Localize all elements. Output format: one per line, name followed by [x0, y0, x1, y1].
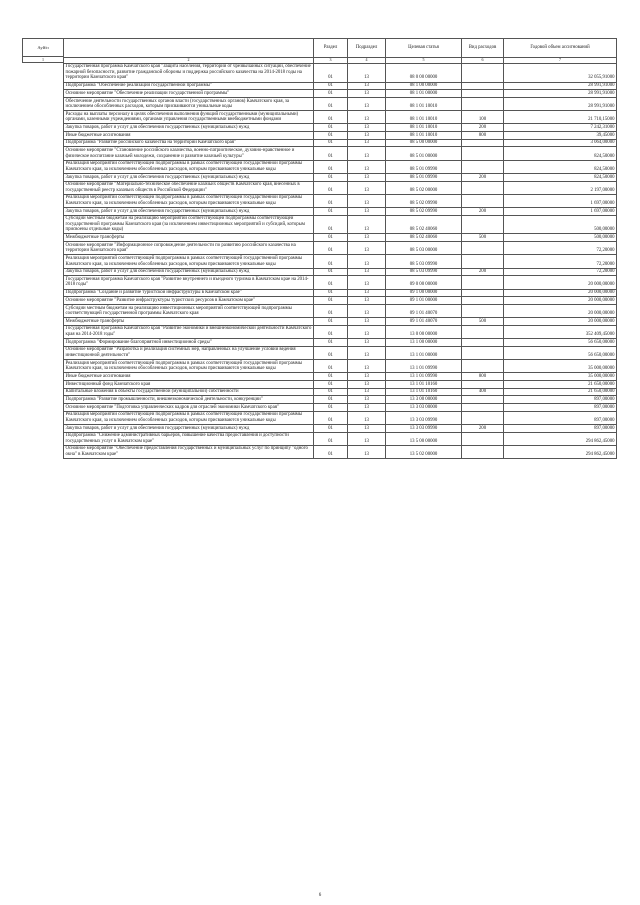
row-razdel-cell: 01	[314, 139, 348, 147]
row-name-cell: Иные бюджетные ассигнования	[64, 373, 314, 381]
table-row	[64, 404, 617, 412]
row-expense-type-cell: 200	[462, 424, 504, 432]
row-razdel-cell: 01	[314, 297, 348, 305]
row-name-cell: Основное мероприятие "Разработка и реализация системных мер, направленных на улучшение условий ведения инвестиционной деятельности"	[64, 346, 314, 359]
row-name-cell: Основное мероприятие "Становление российского казачества, военно-патриотическое, духовно-нравственное и физическое воспитание казачьей молодежи, сохранение и развитие казачьей культуры"	[64, 147, 314, 160]
row-target-article-cell: 08 1 01 10010	[386, 132, 462, 140]
row-amount-cell: 3 064,00000	[504, 139, 617, 147]
row-podrazdel-cell: 13	[348, 242, 386, 255]
row-podrazdel-cell: 13	[348, 255, 386, 268]
row-amount-cell: 56 650,00000	[504, 339, 617, 347]
table-header-row	[64, 39, 617, 58]
row-podrazdel-cell: 13	[348, 132, 386, 140]
row-target-article-cell: 08 5 02 09990	[386, 208, 462, 216]
colnum: 3	[314, 58, 348, 64]
row-number-column	[22, 38, 63, 63]
table-row	[64, 268, 617, 276]
header-razdel: Раздел	[314, 39, 348, 58]
row-razdel-cell: 01	[314, 289, 348, 297]
row-target-article-cell: 09 1 01 40070	[386, 318, 462, 326]
row-podrazdel-cell: 13	[348, 82, 386, 90]
row-razdel-cell: 01	[314, 404, 348, 412]
colnum: 5	[386, 58, 462, 64]
row-amount-cell: 72,20000	[504, 268, 617, 276]
row-podrazdel-cell: 13	[348, 194, 386, 207]
row-target-article-cell: 08 5 01 09990	[386, 160, 462, 173]
row-expense-type-cell	[462, 325, 504, 338]
row-name-cell: Основное мероприятие "Информационное сопровождение деятельности по развитию российского казачества на территории Камчатского края"	[64, 242, 314, 255]
table-row	[64, 346, 617, 359]
row-target-article-cell: 08 5 03 09990	[386, 255, 462, 268]
row-podrazdel-cell: 13	[348, 173, 386, 181]
row-name-cell: Закупка товаров, работ и услуг для обеспечения государственных (муниципальных) нужд	[64, 268, 314, 276]
row-expense-type-cell: 200	[462, 124, 504, 132]
row-amount-cell: 500,00000	[504, 215, 617, 234]
row-razdel-cell: 01	[314, 124, 348, 132]
row-amount-cell: 352 409,45000	[504, 325, 617, 338]
row-podrazdel-cell: 13	[348, 380, 386, 388]
row-name-cell: Государственная программа Камчатского края "Развитие экономики и внешнеэкономической деятельности Камчатского края на 2014-2018 годы"	[64, 325, 314, 338]
table-row	[64, 139, 617, 147]
row-amount-cell: 35 000,00000	[504, 360, 617, 373]
row-target-article-cell: 08 1 00 00000	[386, 82, 462, 90]
row-amount-cell: 1 697,00000	[504, 208, 617, 216]
row-target-article-cell: 13 0 00 00000	[386, 325, 462, 338]
row-razdel-cell: 01	[314, 132, 348, 140]
row-razdel-cell: 01	[314, 360, 348, 373]
row-razdel-cell: 01	[314, 194, 348, 207]
row-amount-cell: 28 991,91000	[504, 82, 617, 90]
row-podrazdel-cell: 13	[348, 360, 386, 373]
row-name-cell: Реализация мероприятий соответствующей подпрограммы в рамках соответствующей государственной программы Камчатского края, за исключением обособленных расходов, которым присваиваются уникальные коды	[64, 160, 314, 173]
header-name	[64, 39, 314, 58]
row-amount-cell: 21 710,15000	[504, 111, 617, 124]
row-target-article-cell: 13 1 01 10160	[386, 388, 462, 396]
row-amount-cell: 21 650,00000	[504, 388, 617, 396]
row-amount-cell: 897,00000	[504, 396, 617, 404]
row-razdel-cell: 01	[314, 276, 348, 289]
budget-table	[63, 38, 617, 459]
row-target-article-cell: 13 3 03 00000	[386, 404, 462, 412]
row-expense-type-cell	[462, 289, 504, 297]
row-expense-type-cell: 500	[462, 318, 504, 326]
header-target-article: Целевая статья	[386, 39, 462, 58]
row-expense-type-cell	[462, 255, 504, 268]
row-razdel-cell: 01	[314, 380, 348, 388]
row-expense-type-cell	[462, 181, 504, 194]
row-expense-type-cell	[462, 297, 504, 305]
row-amount-cell: 72,20000	[504, 242, 617, 255]
row-podrazdel-cell: 13	[348, 424, 386, 432]
row-razdel-cell: 01	[314, 242, 348, 255]
row-name-cell: Закупка товаров, работ и услуг для обеспечения государственных (муниципальных) нужд	[64, 173, 314, 181]
table-row	[64, 360, 617, 373]
row-amount-cell: 20 000,00000	[504, 304, 617, 317]
row-name-cell: Подпрограмма "Обеспечение реализации государственной программы"	[64, 82, 314, 90]
table-row	[64, 147, 617, 160]
row-target-article-cell: 13 1 00 00000	[386, 339, 462, 347]
row-podrazdel-cell: 13	[348, 160, 386, 173]
row-podrazdel-cell: 13	[348, 339, 386, 347]
row-name-cell: Закупка товаров, работ и услуг для обеспечения государственных (муниципальных) нужд	[64, 124, 314, 132]
row-target-article-cell: 08 5 02 40060	[386, 234, 462, 242]
row-razdel-cell: 01	[314, 318, 348, 326]
row-podrazdel-cell: 13	[348, 90, 386, 98]
row-razdel-cell: 01	[314, 181, 348, 194]
row-expense-type-cell	[462, 63, 504, 82]
row-expense-type-cell	[462, 160, 504, 173]
row-razdel-cell: 01	[314, 325, 348, 338]
row-expense-type-cell	[462, 139, 504, 147]
row-target-article-cell: 09 0 00 00000	[386, 276, 462, 289]
row-podrazdel-cell: 13	[348, 111, 386, 124]
row-amount-cell: 294 862,45000	[504, 432, 617, 445]
header-expense-type: Вид расходов	[462, 39, 504, 58]
row-name-cell: Закупка товаров, работ и услуг для обеспечения государственных (муниципальных) нужд	[64, 208, 314, 216]
table-row	[64, 318, 617, 326]
table-row	[64, 411, 617, 424]
row-razdel-cell: 01	[314, 63, 348, 82]
row-razdel-cell: 01	[314, 304, 348, 317]
row-expense-type-cell	[462, 304, 504, 317]
table-row	[64, 289, 617, 297]
row-razdel-cell: 01	[314, 346, 348, 359]
row-podrazdel-cell: 13	[348, 411, 386, 424]
row-amount-cell: 897,00000	[504, 404, 617, 412]
table-row	[64, 63, 617, 82]
row-name-cell: Основное мероприятие "Обеспечение реализации государственной программы"	[64, 90, 314, 98]
row-name-cell: Субсидии местным бюджетам на реализацию инвестиционных мероприятий соответствующей подпрограммы соответствующей государственной программы Камчатского края	[64, 304, 314, 317]
row-amount-cell: 897,00000	[504, 424, 617, 432]
row-name-cell: Капитальные вложения в объекты государственной (муниципальной) собственности	[64, 388, 314, 396]
row-target-article-cell: 13 1 01 00000	[386, 346, 462, 359]
row-expense-type-cell	[462, 396, 504, 404]
row-amount-cell: 28 991,91000	[504, 97, 617, 110]
row-razdel-cell: 01	[314, 373, 348, 381]
row-amount-cell: 39,45000	[504, 132, 617, 140]
row-amount-cell: 20 000,00000	[504, 318, 617, 326]
row-expense-type-cell	[462, 97, 504, 110]
row-target-article-cell: 08 1 01 10010	[386, 111, 462, 124]
row-number-header: Ауй/п	[22, 38, 63, 57]
row-name-cell: Государственная программа Камчатского края "Развитие внутреннего и въездного туризма в Камчатском крае на 2014-2018 годы"	[64, 276, 314, 289]
table-row	[64, 82, 617, 90]
row-podrazdel-cell: 13	[348, 432, 386, 445]
table-row	[64, 215, 617, 234]
row-amount-cell: 500,00000	[504, 234, 617, 242]
row-razdel-cell: 01	[314, 339, 348, 347]
row-name-cell: Государственная программа Камчатского края "Защита населения, территорий от чрезвычайных ситуаций, обеспечение пожарной безопасности, развитие гражданской обороны и поддержка российского казачества на 2014-2018 годы на территории Камчатского края"	[64, 63, 314, 82]
row-podrazdel-cell: 13	[348, 276, 386, 289]
row-razdel-cell: 01	[314, 388, 348, 396]
row-podrazdel-cell: 13	[348, 388, 386, 396]
row-razdel-cell: 01	[314, 147, 348, 160]
row-target-article-cell: 08 1 01 00000	[386, 90, 462, 98]
header-annual-amount: Годовой объем ассигнований	[504, 39, 617, 58]
row-expense-type-cell	[462, 339, 504, 347]
row-podrazdel-cell: 13	[348, 147, 386, 160]
table-row	[64, 432, 617, 445]
table-row	[64, 181, 617, 194]
row-target-article-cell: 08 5 02 40060	[386, 215, 462, 234]
row-razdel-cell: 01	[314, 445, 348, 458]
row-expense-type-cell	[462, 242, 504, 255]
row-amount-cell: 32 055,91000	[504, 63, 617, 82]
row-amount-cell: 824,50000	[504, 160, 617, 173]
row-target-article-cell: 09 1 01 40070	[386, 304, 462, 317]
row-name-cell: Подпрограмма "Формирование благоприятной инвестиционной среды"	[64, 339, 314, 347]
row-name-cell: Реализация мероприятий соответствующей подпрограммы в рамках соответствующей государственной программы Камчатского края, за исключением обособленных расходов, которым присваиваются уникальные коды	[64, 255, 314, 268]
table-row	[64, 111, 617, 124]
table-row	[64, 255, 617, 268]
table-body	[64, 63, 617, 458]
table-row	[64, 234, 617, 242]
row-expense-type-cell	[462, 411, 504, 424]
row-podrazdel-cell: 13	[348, 234, 386, 242]
row-target-article-cell: 13 5 00 00000	[386, 432, 462, 445]
row-razdel-cell: 01	[314, 255, 348, 268]
row-expense-type-cell	[462, 404, 504, 412]
row-podrazdel-cell: 13	[348, 208, 386, 216]
row-podrazdel-cell: 13	[348, 318, 386, 326]
row-name-cell: Реализация мероприятий соответствующей подпрограммы в рамках соответствующей государственной программы Камчатского края, за исключением обособленных расходов, которым присваиваются уникальные коды	[64, 194, 314, 207]
row-podrazdel-cell: 13	[348, 268, 386, 276]
row-expense-type-cell	[462, 276, 504, 289]
row-podrazdel-cell: 13	[348, 404, 386, 412]
row-name-cell: Реализация мероприятий соответствующей подпрограммы в рамках соответствующей государственной программы Камчатского края, за исключением обособленных расходов, которым присваиваются уникальные коды	[64, 411, 314, 424]
row-expense-type-cell	[462, 215, 504, 234]
row-podrazdel-cell: 13	[348, 215, 386, 234]
table-row	[64, 325, 617, 338]
row-razdel-cell: 01	[314, 215, 348, 234]
table-row	[64, 339, 617, 347]
row-expense-type-cell	[462, 432, 504, 445]
row-razdel-cell: 01	[314, 424, 348, 432]
row-amount-cell: 2 197,00000	[504, 181, 617, 194]
row-target-article-cell: 13 1 01 09990	[386, 373, 462, 381]
row-amount-cell: 56 650,00000	[504, 346, 617, 359]
row-target-article-cell: 08 5 01 00000	[386, 147, 462, 160]
row-razdel-cell: 01	[314, 411, 348, 424]
table-row	[64, 388, 617, 396]
table-row	[64, 396, 617, 404]
row-amount-cell: 1 697,00000	[504, 194, 617, 207]
row-name-cell: Основное мероприятие "Материально-техническое обеспечение казачьих обществ Камчатского края, внесенных в государственный реестр казачьих обществ в Российской Федерации"	[64, 181, 314, 194]
row-target-article-cell: 08 0 00 00000	[386, 63, 462, 82]
row-podrazdel-cell: 13	[348, 445, 386, 458]
row-name-cell: Подпрограмма "Снижение административных барьеров, повышение качества предоставления и доступности государственных услуг в Камчатском крае"	[64, 432, 314, 445]
table-row	[64, 242, 617, 255]
row-number-colnum: 1	[22, 57, 63, 63]
row-razdel-cell: 01	[314, 97, 348, 110]
row-razdel-cell: 01	[314, 234, 348, 242]
row-name-cell: Подпрограмма "Развитие промышленности, внешнеэкономической деятельности, конкуренции"	[64, 396, 314, 404]
row-target-article-cell: 09 1 00 00000	[386, 289, 462, 297]
row-expense-type-cell: 800	[462, 373, 504, 381]
table-row	[64, 173, 617, 181]
row-expense-type-cell	[462, 445, 504, 458]
colnum: 2	[64, 58, 314, 64]
table-row	[64, 380, 617, 388]
row-target-article-cell: 13 1 01 09990	[386, 360, 462, 373]
page-number: 6	[318, 893, 322, 898]
row-name-cell: Закупка товаров, работ и услуг для обеспечения государственных (муниципальных) нужд	[64, 424, 314, 432]
row-name-cell: Основное мероприятие "Обеспечение предоставления государственных и муниципальных услуг по принципу "одного окна" в Камчатском крае"	[64, 445, 314, 458]
row-expense-type-cell: 200	[462, 268, 504, 276]
table-row	[64, 132, 617, 140]
row-target-article-cell: 13 3 00 00000	[386, 396, 462, 404]
row-target-article-cell: 13 3 03 09990	[386, 424, 462, 432]
row-target-article-cell: 08 5 00 00000	[386, 139, 462, 147]
row-amount-cell: 35 000,00000	[504, 373, 617, 381]
colnum: 7	[504, 58, 617, 64]
colnum: 6	[462, 58, 504, 64]
row-target-article-cell: 08 5 03 00000	[386, 242, 462, 255]
row-expense-type-cell: 800	[462, 132, 504, 140]
row-target-article-cell: 08 5 02 00000	[386, 181, 462, 194]
row-target-article-cell: 13 3 03 09990	[386, 411, 462, 424]
row-target-article-cell: 08 1 01 10010	[386, 97, 462, 110]
row-expense-type-cell	[462, 194, 504, 207]
row-amount-cell: 20 000,00000	[504, 276, 617, 289]
row-amount-cell: 824,50000	[504, 173, 617, 181]
row-podrazdel-cell: 13	[348, 289, 386, 297]
table-row	[64, 424, 617, 432]
row-podrazdel-cell: 13	[348, 325, 386, 338]
row-name-cell: Реализация мероприятий соответствующей подпрограммы в рамках соответствующей государственной программы Камчатского края, за исключением обособленных расходов, которым присваиваются уникальные коды	[64, 360, 314, 373]
row-amount-cell: 897,00000	[504, 411, 617, 424]
row-target-article-cell: 09 1 01 00000	[386, 297, 462, 305]
row-amount-cell: 20 000,00000	[504, 297, 617, 305]
row-target-article-cell: 08 5 03 09990	[386, 268, 462, 276]
row-razdel-cell: 01	[314, 208, 348, 216]
row-name-cell: Подпрограмма "Развитие российского казачества на территории Камчатского края"	[64, 139, 314, 147]
table-row	[64, 160, 617, 173]
row-expense-type-cell: 400	[462, 388, 504, 396]
table-row	[64, 445, 617, 458]
row-amount-cell: 28 991,91000	[504, 90, 617, 98]
row-podrazdel-cell: 13	[348, 396, 386, 404]
row-razdel-cell: 01	[314, 432, 348, 445]
row-name-cell: Иные бюджетные ассигнования	[64, 132, 314, 140]
table-row	[64, 297, 617, 305]
row-expense-type-cell	[462, 82, 504, 90]
row-podrazdel-cell: 13	[348, 124, 386, 132]
row-expense-type-cell: 200	[462, 208, 504, 216]
row-expense-type-cell	[462, 90, 504, 98]
row-target-article-cell: 08 1 01 10010	[386, 124, 462, 132]
row-target-article-cell: 13 5 02 00000	[386, 445, 462, 458]
row-podrazdel-cell: 13	[348, 97, 386, 110]
row-podrazdel-cell: 13	[348, 139, 386, 147]
row-name-cell: Подпрограмма "Создание и развитие туристской инфраструктуры в Камчатском крае"	[64, 289, 314, 297]
row-name-cell: Расходы на выплаты персоналу в целях обеспечения выполнения функций государственными (муниципальными) органами, казенными учреждениями, органами управления государственными внебюджетными фондами	[64, 111, 314, 124]
row-expense-type-cell: 100	[462, 111, 504, 124]
row-podrazdel-cell: 13	[348, 346, 386, 359]
row-expense-type-cell: 200	[462, 173, 504, 181]
row-amount-cell: 21 650,00000	[504, 380, 617, 388]
row-podrazdel-cell: 13	[348, 297, 386, 305]
row-name-cell: Межбюджетные трансферты	[64, 318, 314, 326]
row-target-article-cell: 08 5 02 09990	[386, 194, 462, 207]
row-expense-type-cell: 500	[462, 234, 504, 242]
row-amount-cell: 72,20000	[504, 255, 617, 268]
row-razdel-cell: 01	[314, 396, 348, 404]
row-amount-cell: 7 242,31000	[504, 124, 617, 132]
table-row	[64, 90, 617, 98]
row-name-cell: Инвестиционный фонд Камчатского края	[64, 380, 314, 388]
row-amount-cell: 294 862,45000	[504, 445, 617, 458]
row-podrazdel-cell: 13	[348, 181, 386, 194]
header-podrazdel: Подраздел	[348, 39, 386, 58]
row-expense-type-cell	[462, 346, 504, 359]
row-razdel-cell: 01	[314, 82, 348, 90]
row-name-cell: Субсидии местным бюджетам на реализацию мероприятий соответствующей подпрограммы соответствующей государственной программы Камчатского края (за исключением инвестиционных мероприятий и субсидий, которым присвоены отдельные коды)	[64, 215, 314, 234]
colnum: 4	[348, 58, 386, 64]
row-expense-type-cell	[462, 380, 504, 388]
row-expense-type-cell	[462, 147, 504, 160]
table-row	[64, 276, 617, 289]
row-podrazdel-cell: 13	[348, 304, 386, 317]
row-name-cell: Основное мероприятие "Подготовка управленческих кадров для отраслей экономики Камчатского края"	[64, 404, 314, 412]
table-row	[64, 124, 617, 132]
row-name-cell: Обеспечение деятельности государственных органов власти (государственных органов) Камчатского края, за исключением обособленных расходов, которым присваиваются уникальные коды	[64, 97, 314, 110]
table-row	[64, 97, 617, 110]
row-razdel-cell: 01	[314, 173, 348, 181]
table-row	[64, 208, 617, 216]
row-razdel-cell: 01	[314, 268, 348, 276]
table-row	[64, 373, 617, 381]
row-amount-cell: 20 000,00000	[504, 289, 617, 297]
row-target-article-cell: 13 1 01 10160	[386, 380, 462, 388]
row-name-cell: Основное мероприятие "Развитие инфраструктуры туристских ресурсов в Камчатском крае"	[64, 297, 314, 305]
row-amount-cell: 824,50000	[504, 147, 617, 160]
row-target-article-cell: 08 5 01 09990	[386, 173, 462, 181]
row-podrazdel-cell: 13	[348, 373, 386, 381]
row-podrazdel-cell: 13	[348, 63, 386, 82]
row-expense-type-cell	[462, 360, 504, 373]
table-row	[64, 304, 617, 317]
table-row	[64, 194, 617, 207]
row-name-cell: Межбюджетные трансферты	[64, 234, 314, 242]
row-razdel-cell: 01	[314, 111, 348, 124]
row-razdel-cell: 01	[314, 160, 348, 173]
row-razdel-cell: 01	[314, 90, 348, 98]
